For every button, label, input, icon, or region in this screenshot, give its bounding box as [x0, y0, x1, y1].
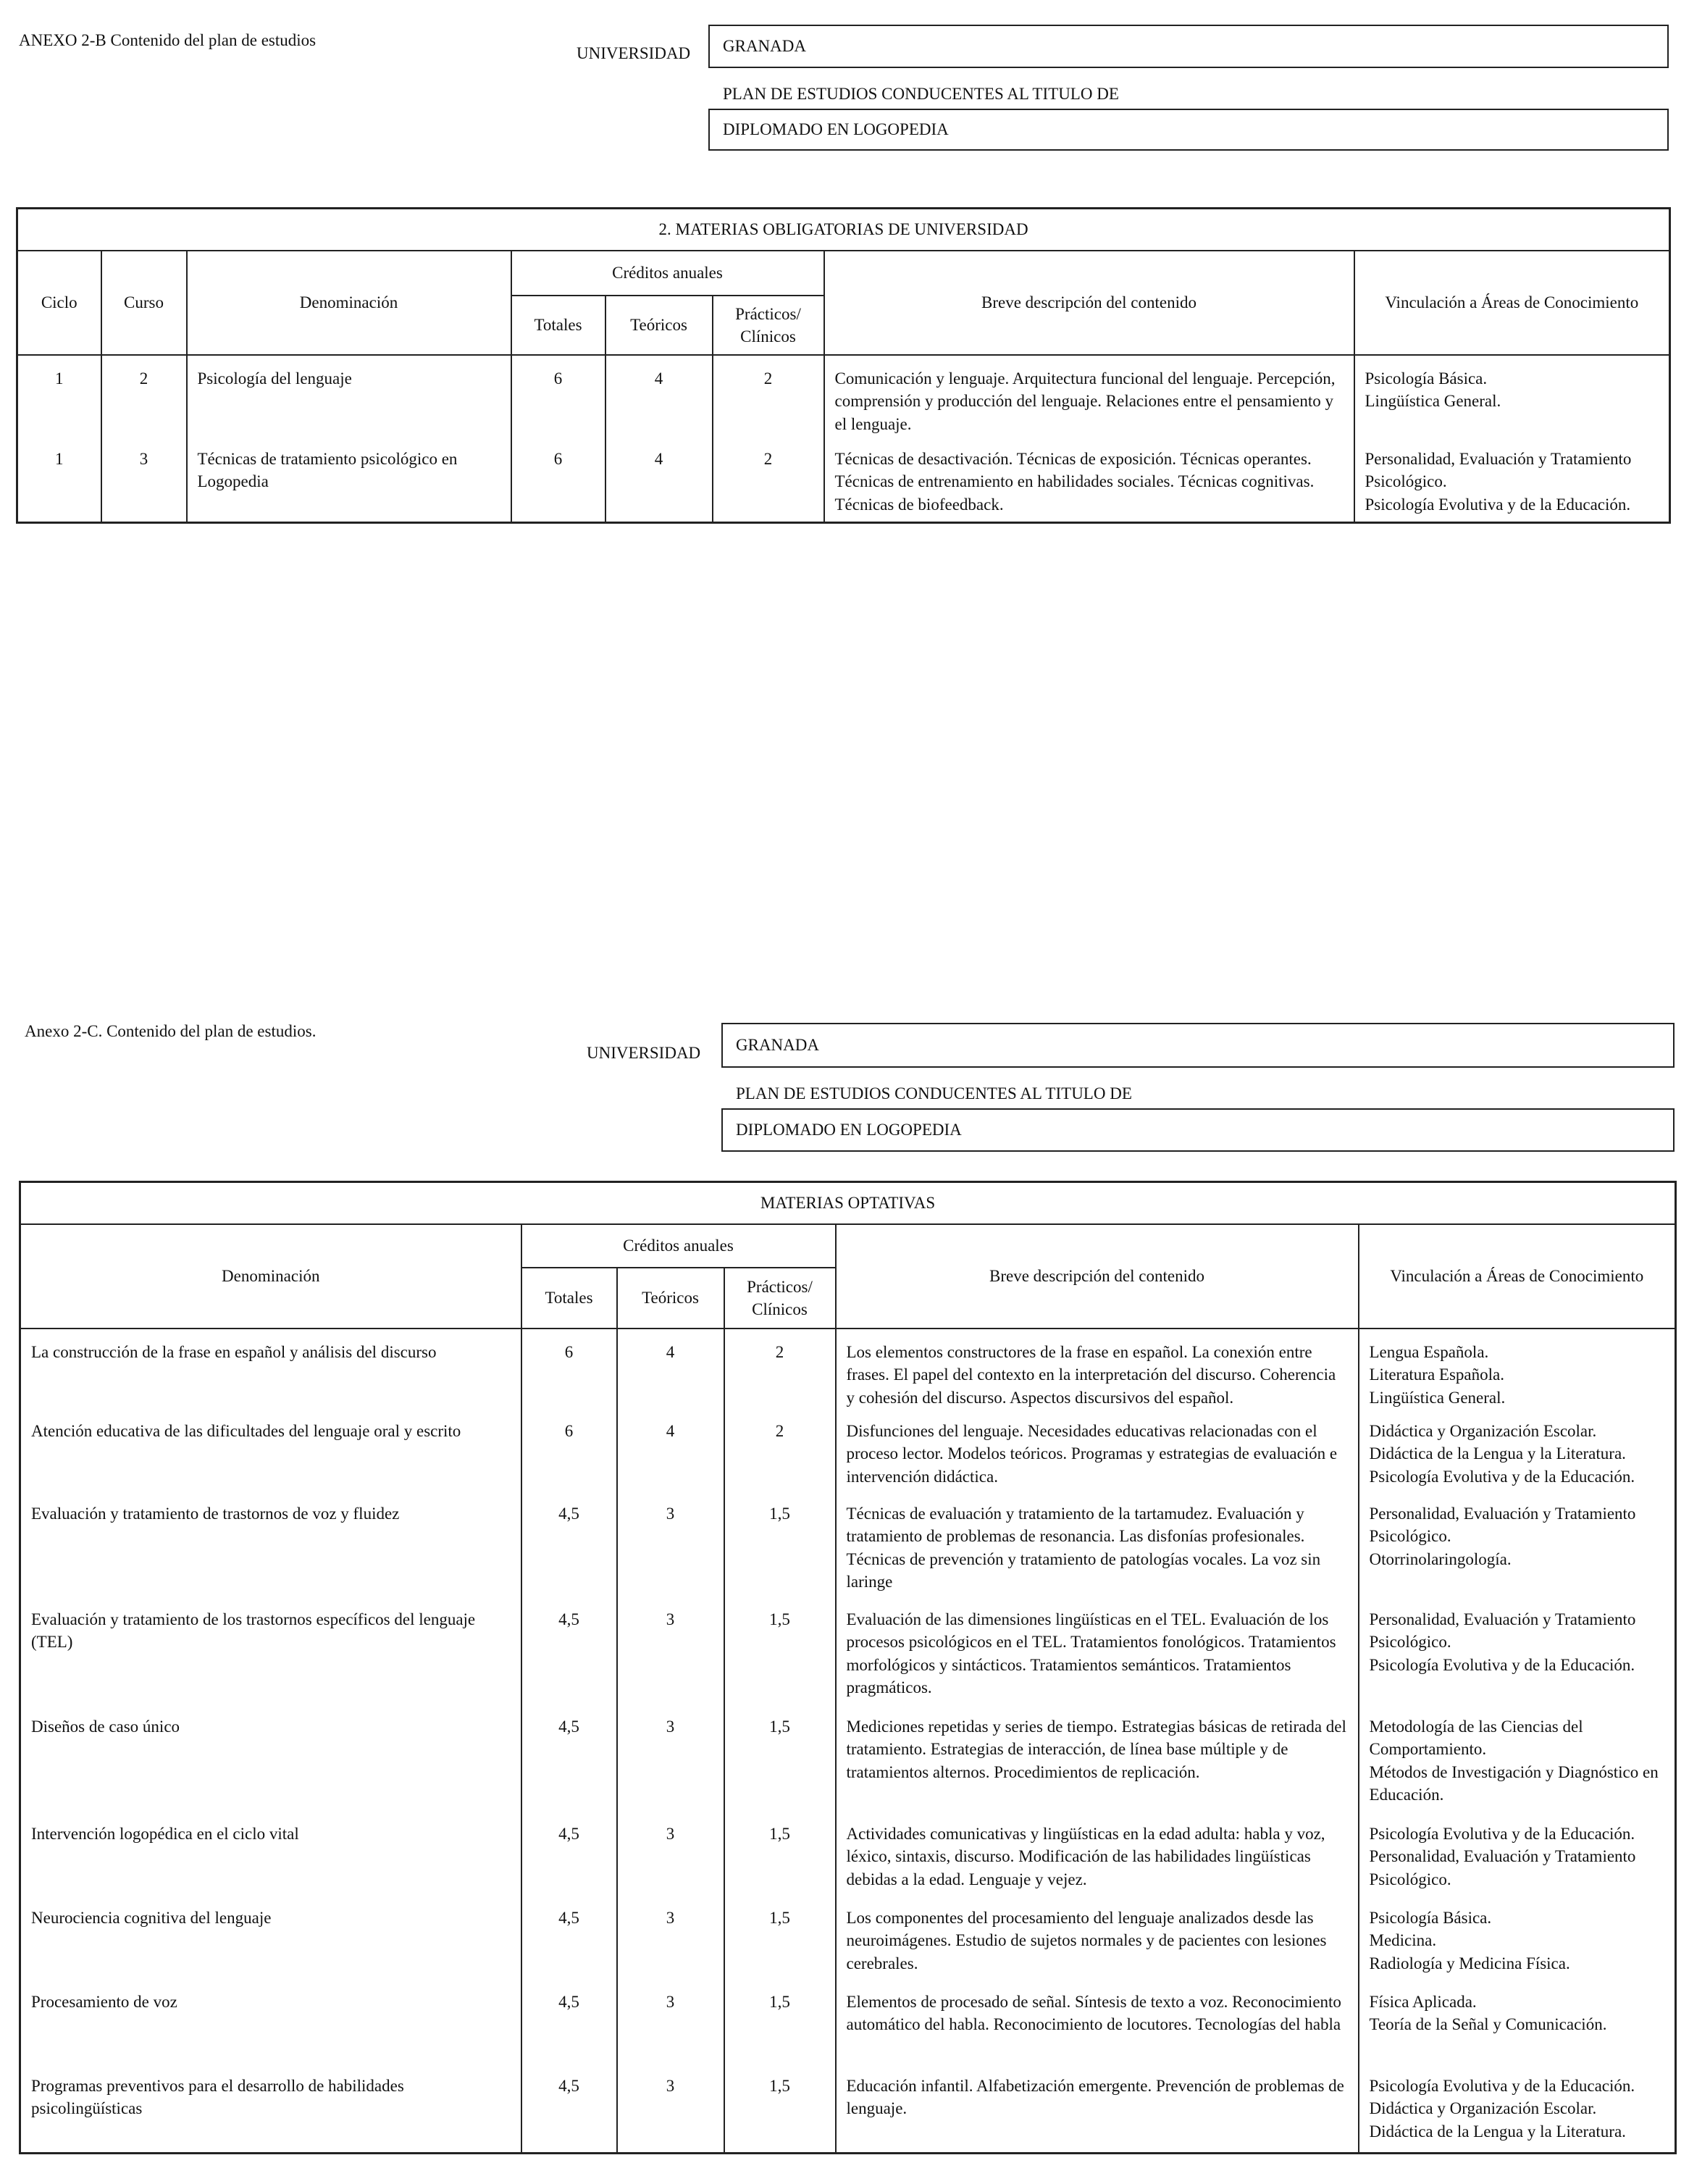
cell-descripcion: Evaluación de las dimensiones lingüísticas en el TEL. Evaluación de los procesos psicológicos en el TEL. Tratamientos fonológicos. Tratamientos morfológicos y sintácticos. Tratamientos semánticos. Tratamientos pragmáticos.	[836, 1608, 1359, 1715]
table-row	[20, 1907, 1676, 1991]
header-creditos: Créditos anuales	[511, 251, 824, 296]
table-row	[20, 2075, 1676, 2153]
cell-descripcion: Educación infantil. Alfabetización emergente. Prevención de problemas de lenguaje.	[836, 2075, 1359, 2153]
cell-vinculacion: Física Aplicada. Teoría de la Señal y Comunicación.	[1359, 1991, 1676, 2075]
cell-denominacion: Evaluación y tratamiento de los trastornos específicos del lenguaje (TEL)	[20, 1608, 521, 1715]
cell-vinculacion: Psicología Básica. Medicina. Radiología y Medicina Física.	[1359, 1907, 1676, 1991]
table-row	[20, 1502, 1676, 1608]
cell-teoricos: 3	[617, 1715, 724, 1823]
cell-practicos: 1,5	[724, 1608, 836, 1715]
table-row	[20, 1329, 1676, 1420]
cell-totales: 4,5	[521, 1608, 617, 1715]
cell-vinculacion: Personalidad, Evaluación y Tratamiento Psicológico. Otorrinolaringología.	[1359, 1502, 1676, 1608]
cell-practicos: 2	[713, 448, 824, 522]
plan-label: PLAN DE ESTUDIOS CONDUCENTES AL TITULO DE	[723, 85, 1119, 103]
cell-curso: 3	[101, 448, 187, 522]
cell-denominacion: Procesamiento de voz	[20, 1991, 521, 2075]
cell-descripcion: Elementos de procesado de señal. Síntesis de texto a voz. Reconocimiento automático del habla. Reconocimiento de locutores. Tecnologías del habla	[836, 1991, 1359, 2075]
table-row	[20, 1715, 1676, 1823]
cell-ciclo: 1	[17, 355, 101, 448]
cell-vinculacion: Psicología Evolutiva y de la Educación. Didáctica y Organización Escolar. Didáctica de la Lengua y la Literatura.	[1359, 2075, 1676, 2153]
cell-teoricos: 3	[617, 1991, 724, 2075]
cell-totales: 6	[511, 355, 605, 448]
cell-totales: 4,5	[521, 1991, 617, 2075]
cell-totales: 6	[511, 448, 605, 522]
cell-totales: 4,5	[521, 1823, 617, 1907]
cell-teoricos: 3	[617, 2075, 724, 2153]
cell-practicos: 1,5	[724, 1823, 836, 1907]
plan-label: PLAN DE ESTUDIOS CONDUCENTES AL TITULO DE	[736, 1084, 1132, 1103]
header-practicos: Prácticos/ Clínicos	[713, 296, 824, 355]
cell-practicos: 2	[724, 1329, 836, 1420]
cell-teoricos: 3	[617, 1502, 724, 1608]
university-box	[708, 25, 1669, 68]
cell-teoricos: 3	[617, 1907, 724, 1991]
university-box	[721, 1023, 1675, 1068]
header-ciclo: Ciclo	[17, 251, 101, 355]
cell-descripcion: Los elementos constructores de la frase en español. La conexión entre frases. El papel del contexto en la interpretación del discurso. Coherencia y cohesión del discurso. Aspectos discursivos del español.	[836, 1329, 1359, 1420]
university-value: GRANADA	[723, 37, 806, 56]
cell-vinculacion: Personalidad, Evaluación y Tratamiento Psicológico. Psicología Evolutiva y de la Educación.	[1354, 448, 1670, 522]
cell-denominacion: La construcción de la frase en español y análisis del discurso	[20, 1329, 521, 1420]
obligatorias-table	[16, 207, 1671, 524]
cell-denominacion: Técnicas de tratamiento psicológico en Logopedia	[187, 448, 511, 522]
cell-denominacion: Intervención logopédica en el ciclo vital	[20, 1823, 521, 1907]
cell-denominacion: Diseños de caso único	[20, 1715, 521, 1823]
table-row	[20, 1823, 1676, 1907]
cell-practicos: 1,5	[724, 1907, 836, 1991]
optativas-table	[19, 1181, 1677, 2154]
cell-curso: 2	[101, 355, 187, 448]
cell-denominacion: Neurociencia cognitiva del lenguaje	[20, 1907, 521, 1991]
cell-descripcion: Actividades comunicativas y lingüísticas en la edad adulta: habla y voz, léxico, sintaxis, discurso. Modificación de las habilidades lingüísticas debidas a la edad. Lenguaje y vejez.	[836, 1823, 1359, 1907]
cell-vinculacion: Psicología Evolutiva y de la Educación. Personalidad, Evaluación y Tratamiento Psicológico.	[1359, 1823, 1676, 1907]
header-practicos: Prácticos/ Clínicos	[724, 1268, 836, 1329]
cell-denominacion: Programas preventivos para el desarrollo de habilidades psicolingüísticas	[20, 2075, 521, 2153]
cell-teoricos: 4	[617, 1420, 724, 1502]
degree-value: DIPLOMADO EN LOGOPEDIA	[736, 1121, 962, 1139]
cell-practicos: 1,5	[724, 1715, 836, 1823]
cell-denominacion: Evaluación y tratamiento de trastornos de voz y fluidez	[20, 1502, 521, 1608]
table-title: 2. MATERIAS OBLIGATORIAS DE UNIVERSIDAD	[17, 209, 1670, 251]
cell-descripcion: Los componentes del procesamiento del lenguaje analizados desde las neuroimágenes. Estudio de sujetos normales y de pacientes con lesiones cerebrales.	[836, 1907, 1359, 1991]
table-row	[20, 1991, 1676, 2075]
header-teoricos: Teóricos	[605, 296, 713, 355]
university-label: UNIVERSIDAD	[577, 44, 691, 62]
cell-practicos: 1,5	[724, 1991, 836, 2075]
cell-descripcion: Disfunciones del lenguaje. Necesidades educativas relacionadas con el proceso lector. Modelos teóricos. Programas y estrategias de evaluación e intervención didáctica.	[836, 1420, 1359, 1502]
header-vinculacion: Vinculación a Áreas de Conocimiento	[1359, 1224, 1676, 1329]
degree-box	[708, 109, 1669, 151]
cell-totales: 4,5	[521, 1502, 617, 1608]
cell-totales: 4,5	[521, 1907, 617, 1991]
cell-vinculacion: Metodología de las Ciencias del Comportamiento. Métodos de Investigación y Diagnóstico en Educación.	[1359, 1715, 1676, 1823]
university-label: UNIVERSIDAD	[587, 1044, 701, 1062]
header-vinculacion: Vinculación a Áreas de Conocimiento	[1354, 251, 1670, 355]
cell-teoricos: 4	[605, 448, 713, 522]
cell-practicos: 2	[713, 355, 824, 448]
cell-practicos: 1,5	[724, 2075, 836, 2153]
cell-totales: 4,5	[521, 2075, 617, 2153]
cell-descripcion: Técnicas de desactivación. Técnicas de exposición. Técnicas operantes. Técnicas de entrenamiento en habilidades sociales. Técnicas cognitivas. Técnicas de biofeedback.	[824, 448, 1354, 522]
cell-denominacion: Atención educativa de las dificultades del lenguaje oral y escrito	[20, 1420, 521, 1502]
header-denominacion: Denominación	[187, 251, 511, 355]
cell-practicos: 2	[724, 1420, 836, 1502]
cell-totales: 6	[521, 1420, 617, 1502]
university-value: GRANADA	[736, 1036, 819, 1055]
table-title: MATERIAS OPTATIVAS	[20, 1182, 1676, 1225]
degree-value: DIPLOMADO EN LOGOPEDIA	[723, 120, 949, 139]
header-descripcion: Breve descripción del contenido	[836, 1224, 1359, 1329]
annex-b-label: ANEXO 2-B Contenido del plan de estudios	[19, 31, 317, 49]
cell-totales: 4,5	[521, 1715, 617, 1823]
cell-descripcion: Comunicación y lenguaje. Arquitectura funcional del lenguaje. Percepción, comprensión y producción del lenguaje. Relaciones entre el pensamiento y el lenguaje.	[824, 355, 1354, 448]
header-teoricos: Teóricos	[617, 1268, 724, 1329]
degree-box	[721, 1108, 1675, 1152]
cell-vinculacion: Psicología Básica. Lingüística General.	[1354, 355, 1670, 448]
header-totales: Totales	[521, 1268, 617, 1329]
header-curso: Curso	[101, 251, 187, 355]
header-totales: Totales	[511, 296, 605, 355]
cell-vinculacion: Lengua Española. Literatura Española. Lingüística General.	[1359, 1329, 1676, 1420]
cell-ciclo: 1	[17, 448, 101, 522]
header-creditos: Créditos anuales	[521, 1224, 836, 1268]
table-row	[17, 448, 1670, 522]
cell-totales: 6	[521, 1329, 617, 1420]
cell-teoricos: 4	[605, 355, 713, 448]
cell-teoricos: 3	[617, 1608, 724, 1715]
cell-vinculacion: Personalidad, Evaluación y Tratamiento Psicológico. Psicología Evolutiva y de la Educación.	[1359, 1608, 1676, 1715]
cell-teoricos: 4	[617, 1329, 724, 1420]
table-row	[20, 1420, 1676, 1502]
cell-practicos: 1,5	[724, 1502, 836, 1608]
header-descripcion: Breve descripción del contenido	[824, 251, 1354, 355]
cell-vinculacion: Didáctica y Organización Escolar. Didáctica de la Lengua y la Literatura. Psicología Evolutiva y de la Educación.	[1359, 1420, 1676, 1502]
table-row	[17, 355, 1670, 448]
table-row	[20, 1608, 1676, 1715]
cell-denominacion: Psicología del lenguaje	[187, 355, 511, 448]
cell-descripcion: Técnicas de evaluación y tratamiento de la tartamudez. Evaluación y tratamiento de problemas de resonancia. Las disfonías profesionales. Técnicas de prevención y tratamiento de patologías vocales. La voz sin laringe	[836, 1502, 1359, 1608]
annex-c-label: Anexo 2-C. Contenido del plan de estudios.	[25, 1022, 317, 1040]
header-denominacion: Denominación	[20, 1224, 521, 1329]
cell-teoricos: 3	[617, 1823, 724, 1907]
cell-descripcion: Mediciones repetidas y series de tiempo. Estrategias básicas de retirada del tratamiento. Estrategias de interacción, de línea base múltiple y de tratamientos alternos. Procedimientos de replicación.	[836, 1715, 1359, 1823]
